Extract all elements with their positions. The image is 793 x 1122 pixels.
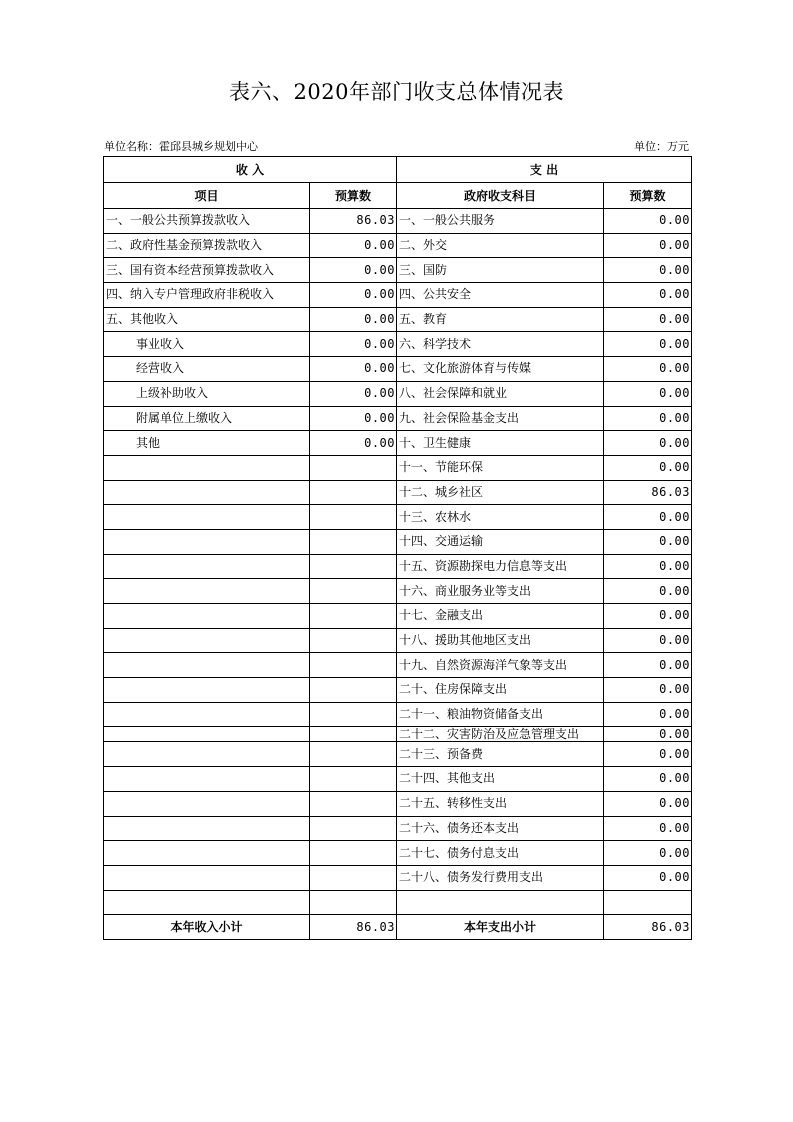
income-value: 0.00	[310, 431, 397, 456]
expense-label: 十三、农林水	[397, 505, 604, 530]
expense-label: 九、社会保险基金支出	[397, 406, 604, 431]
expense-label: 十六、商业服务业等支出	[397, 579, 604, 604]
income-value	[310, 742, 397, 767]
expense-value: 0.00	[604, 767, 692, 792]
table-row	[104, 357, 692, 382]
income-label: 附属单位上缴收入	[104, 406, 310, 431]
expense-value: 0.00	[604, 628, 692, 653]
table-row	[104, 455, 692, 480]
expense-value: 0.00	[604, 505, 692, 530]
expense-label: 二十一、粮油物资储备支出	[397, 702, 604, 727]
expense-label: 十八、援助其他地区支出	[397, 628, 604, 653]
page-title: 表六、2020年部门收支总体情况表	[229, 80, 564, 104]
expense-value: 0.00	[604, 727, 692, 742]
expense-label: 八、社会保障和就业	[397, 381, 604, 406]
income-value: 86.03	[310, 209, 397, 234]
expense-value: 0.00	[604, 529, 692, 554]
income-label	[104, 816, 310, 841]
table-row	[104, 841, 692, 866]
expense-value: 0.00	[604, 357, 692, 382]
income-label	[104, 529, 310, 554]
expense-value: 0.00	[604, 554, 692, 579]
expense-value: 0.00	[604, 816, 692, 841]
income-total-label: 本年收入小计	[104, 915, 310, 940]
table-row	[104, 258, 692, 283]
expense-value: 0.00	[604, 702, 692, 727]
income-value	[310, 890, 397, 915]
table-row	[104, 653, 692, 678]
table-row	[104, 767, 692, 792]
expense-value: 0.00	[604, 431, 692, 456]
income-label: 其他	[104, 431, 310, 456]
income-label	[104, 791, 310, 816]
expense-label: 十七、金融支出	[397, 604, 604, 629]
table-row	[104, 628, 692, 653]
income-label	[104, 742, 310, 767]
income-value	[310, 678, 397, 703]
income-value: 0.00	[310, 283, 397, 308]
income-value	[310, 791, 397, 816]
income-label	[104, 455, 310, 480]
income-value	[310, 604, 397, 629]
table-row	[104, 865, 692, 890]
income-label: 事业收入	[104, 332, 310, 357]
expense-label: 二十三、预备费	[397, 742, 604, 767]
income-label	[104, 678, 310, 703]
income-value	[310, 841, 397, 866]
expense-value: 0.00	[604, 233, 692, 258]
income-value	[310, 702, 397, 727]
budget-table	[103, 156, 692, 940]
income-label: 五、其他收入	[104, 307, 310, 332]
expense-value: 0.00	[604, 406, 692, 431]
income-value: 0.00	[310, 406, 397, 431]
income-label	[104, 579, 310, 604]
income-label	[104, 865, 310, 890]
expense-value: 0.00	[604, 604, 692, 629]
budget-header: 预算数	[310, 183, 397, 209]
table-row	[104, 529, 692, 554]
expense-label: 二十六、债务还本支出	[397, 816, 604, 841]
table-row	[104, 283, 692, 308]
table-row	[104, 742, 692, 767]
table-row	[104, 727, 692, 742]
expense-label: 十、卫生健康	[397, 431, 604, 456]
table-row	[104, 604, 692, 629]
income-value: 0.00	[310, 233, 397, 258]
expense-header: 支 出	[397, 157, 692, 183]
expense-total-value: 86.03	[604, 915, 692, 940]
expense-value: 0.00	[604, 841, 692, 866]
income-label: 一、一般公共预算拨款收入	[104, 209, 310, 234]
expense-label: 十五、资源勘探电力信息等支出	[397, 554, 604, 579]
expense-label: 六、科学技术	[397, 332, 604, 357]
table-row	[104, 406, 692, 431]
expense-label: 十二、城乡社区	[397, 480, 604, 505]
income-value: 0.00	[310, 307, 397, 332]
gov-item-header: 政府收支科目	[397, 183, 604, 209]
expense-label: 一、一般公共服务	[397, 209, 604, 234]
income-label	[104, 480, 310, 505]
expense-label: 七、文化旅游体育与传媒	[397, 357, 604, 382]
table-row	[104, 480, 692, 505]
expense-value: 0.00	[604, 742, 692, 767]
income-value: 0.00	[310, 258, 397, 283]
expense-label: 二十、住房保障支出	[397, 678, 604, 703]
income-label: 上级补助收入	[104, 381, 310, 406]
table-row	[104, 431, 692, 456]
income-label: 四、纳入专户管理政府非税收入	[104, 283, 310, 308]
expense-label: 二十七、债务付息支出	[397, 841, 604, 866]
income-label	[104, 554, 310, 579]
expense-label: 二、外交	[397, 233, 604, 258]
income-label: 经营收入	[104, 357, 310, 382]
income-value	[310, 529, 397, 554]
table-row	[104, 791, 692, 816]
income-label: 二、政府性基金预算拨款收入	[104, 233, 310, 258]
expense-total-label: 本年支出小计	[397, 915, 604, 940]
income-label	[104, 841, 310, 866]
expense-value: 0.00	[604, 307, 692, 332]
expense-label: 二十五、转移性支出	[397, 791, 604, 816]
expense-value: 0.00	[604, 209, 692, 234]
expense-value: 0.00	[604, 579, 692, 604]
expense-value: 0.00	[604, 283, 692, 308]
income-value	[310, 579, 397, 604]
expense-label: 十九、自然资源海洋气象等支出	[397, 653, 604, 678]
income-value	[310, 480, 397, 505]
table-row	[104, 381, 692, 406]
header-row-group	[104, 157, 692, 183]
income-label	[104, 702, 310, 727]
income-label	[104, 890, 310, 915]
income-label	[104, 727, 310, 742]
expense-label: 五、教育	[397, 307, 604, 332]
unit-name: 单位名称：霍邱县城乡规划中心	[104, 140, 258, 153]
expense-label: 十四、交通运输	[397, 529, 604, 554]
income-value: 0.00	[310, 381, 397, 406]
table-row	[104, 209, 692, 234]
budget-header-2: 预算数	[604, 183, 692, 209]
income-value: 0.00	[310, 357, 397, 382]
expense-value: 0.00	[604, 455, 692, 480]
table-row	[104, 505, 692, 530]
income-label	[104, 505, 310, 530]
expense-value: 0.00	[604, 678, 692, 703]
expense-value: 0.00	[604, 865, 692, 890]
income-label: 三、国有资本经营预算拨款收入	[104, 258, 310, 283]
income-value	[310, 653, 397, 678]
table-row	[104, 579, 692, 604]
table-row	[104, 307, 692, 332]
table-row	[104, 678, 692, 703]
unit-label: 单位：万元	[634, 140, 689, 153]
expense-value: 0.00	[604, 381, 692, 406]
expense-label: 三、国防	[397, 258, 604, 283]
table-row	[104, 890, 692, 915]
income-value	[310, 816, 397, 841]
income-value	[310, 727, 397, 742]
expense-value: 0.00	[604, 258, 692, 283]
income-value	[310, 455, 397, 480]
income-value	[310, 865, 397, 890]
table-row	[104, 233, 692, 258]
income-label	[104, 628, 310, 653]
income-header: 收 入	[104, 157, 397, 183]
expense-label: 二十四、其他支出	[397, 767, 604, 792]
table-row	[104, 554, 692, 579]
expense-label	[397, 890, 604, 915]
table-row	[104, 702, 692, 727]
expense-value: 0.00	[604, 332, 692, 357]
income-value	[310, 554, 397, 579]
expense-label: 二十八、债务发行费用支出	[397, 865, 604, 890]
income-value	[310, 505, 397, 530]
income-total-value: 86.03	[310, 915, 397, 940]
expense-value: 0.00	[604, 653, 692, 678]
income-label	[104, 767, 310, 792]
expense-label: 二十二、灾害防治及应急管理支出	[397, 727, 604, 742]
item-header: 项目	[104, 183, 310, 209]
table-row	[104, 332, 692, 357]
totals-row	[104, 915, 692, 940]
income-value	[310, 767, 397, 792]
expense-label: 十一、节能环保	[397, 455, 604, 480]
income-value	[310, 628, 397, 653]
expense-value: 86.03	[604, 480, 692, 505]
expense-value	[604, 890, 692, 915]
income-label	[104, 653, 310, 678]
header-row-columns	[104, 183, 692, 209]
income-value: 0.00	[310, 332, 397, 357]
income-label	[104, 604, 310, 629]
expense-value: 0.00	[604, 791, 692, 816]
expense-label: 四、公共安全	[397, 283, 604, 308]
table-row	[104, 816, 692, 841]
